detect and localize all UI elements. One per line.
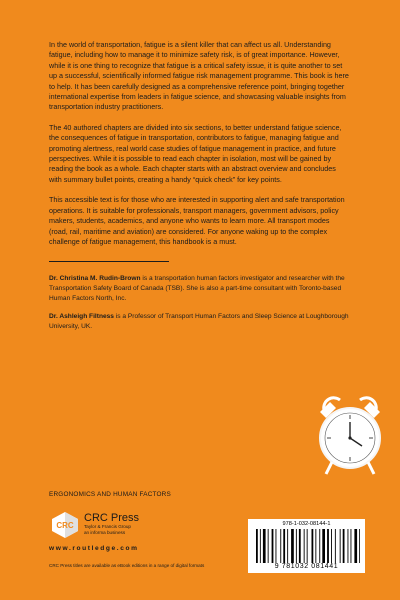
- barcode-bar: [348, 529, 349, 563]
- isbn-top-text: 978-1-032-08144-1: [282, 521, 331, 527]
- barcode-bar: [304, 529, 305, 563]
- barcode-bar: [331, 529, 332, 563]
- barcode-bar: [263, 529, 266, 563]
- barcode-bar: [296, 529, 297, 563]
- barcode-bar: [327, 529, 329, 563]
- barcode-bar: [322, 529, 325, 563]
- body-paragraph-1: In the world of transportation, fatigue is a silent killer that can affect us all. Understanding fatigue, including how to manage it to minimize safety risk, is of great importance. However, while it is one thing to recognize that fatigue is a critical safety issue, it is quite another to set up a successful, scientifically informed fatigue risk management programme. This book is here to help. It has been carefully designed as a comprehensive reference point, bringing together international expertise from leaders in fatigue science, and showcasing valuable insights from transportation industry practitioners.: [49, 40, 349, 112]
- author-bio-2: [49, 312, 349, 331]
- barcode-bar: [335, 529, 336, 563]
- series-title: ERGONOMICS AND HUMAN FACTORS: [49, 491, 171, 498]
- barcode-bar: [351, 529, 352, 563]
- isbn-digits: 9 781032 081441: [274, 563, 339, 570]
- crc-press-logo: [49, 511, 81, 539]
- body-paragraph-3: This accessible text is for those who are interested in supporting alert and safe transportation operations. It is suitable for professionals, transport managers, government advisors, policy makers, students, academics, and anyone who wants to learn more. All transport modes (road, rail, maritime and aviation) are considered. For anyone waking up to the complex challenge of fatigue management, this handbook is a must.: [49, 195, 345, 246]
- barcode-bar: [283, 529, 285, 563]
- barcode-bar: [319, 529, 320, 563]
- barcode-bar: [287, 529, 288, 563]
- barcode-bar: [312, 529, 314, 563]
- barcode-bar: [340, 529, 341, 563]
- barcode-bar: [272, 529, 274, 563]
- barcode-bars: [256, 529, 360, 563]
- barcode-bar: [343, 529, 345, 563]
- barcode-bar: [260, 529, 261, 563]
- barcode-bar: [276, 529, 277, 563]
- publisher-business: an informa business: [84, 529, 126, 535]
- body-paragraph-2: The 40 authored chapters are divided into six sections, to better understand fatigue science, the consequences of fatigue in transportation, contributors to fatigue, managing fatigue and promoting alertness, real world case studies of fatigue management in practice, and future perspectives. While it is possible to read each chapter in isolation, most will be gained by reading the book as a whole. Each chapter starts with an abstract overview and concludes with summary bullet points, creating a handy “quick check” for key points.: [49, 122, 342, 184]
- barcode-bar: [268, 529, 269, 563]
- publisher-name: CRC Press: [84, 512, 140, 524]
- barcode: [248, 519, 365, 573]
- barcode-bar: [354, 529, 357, 563]
- author-name-1: Dr. Christina M. Rudin-Brown: [49, 275, 141, 283]
- author-bio-text-1: is a transportation human factors investigator and researcher with the Transportation Safety Board of Canada (TSB). She is also a part-time consultant with Toronto-based Human Factors North, Inc.: [49, 275, 345, 302]
- author-bio-text-2: is a Professor of Transport Human Factors and Sleep Science at Loughborough University, UK.: [49, 313, 349, 330]
- logo-text: CRC: [56, 521, 74, 530]
- author-name-2: Dr. Ashleigh Filtness: [49, 313, 114, 321]
- publisher-group: Taylor & Francis Group: [84, 524, 131, 529]
- barcode-bar: [359, 529, 360, 563]
- barcode-bar: [299, 529, 301, 563]
- publisher-url: www.routledge.com: [49, 545, 139, 552]
- body-copy: [49, 40, 349, 340]
- barcode-bar: [315, 529, 316, 563]
- barcode-bar: [291, 529, 294, 563]
- barcode-bar: [280, 529, 281, 563]
- publisher-block: [84, 512, 139, 535]
- barcode-bar: [307, 529, 308, 563]
- divider-rule: [49, 261, 169, 262]
- alarm-clock-icon: [312, 394, 388, 498]
- ebook-note: CRC Press titles are available as eBook editions in a range of digital formats: [49, 563, 205, 568]
- author-bio-1: [49, 274, 349, 303]
- barcode-bar: [256, 529, 258, 563]
